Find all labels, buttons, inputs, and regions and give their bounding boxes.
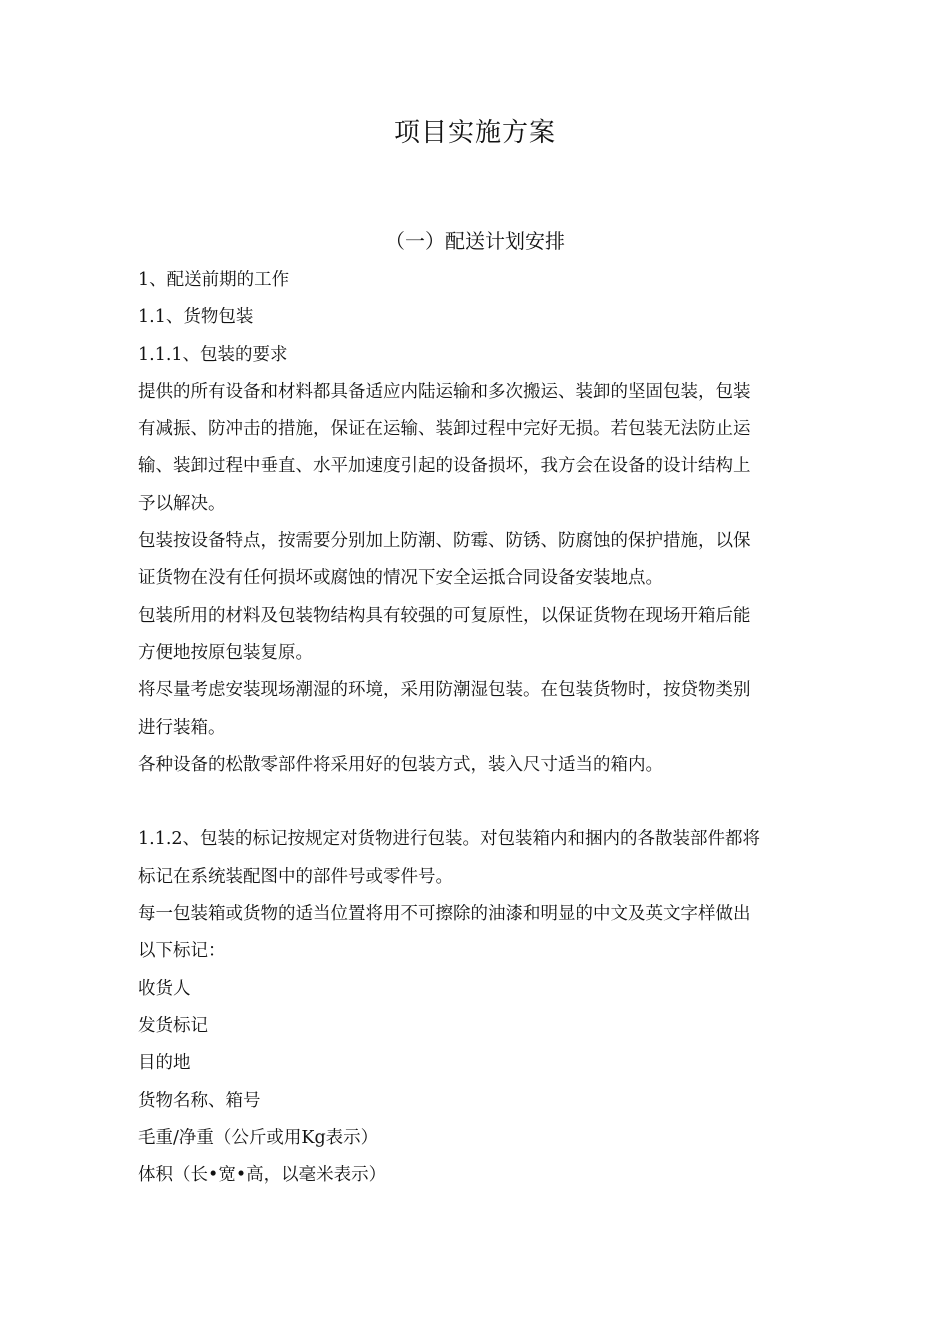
blank-line xyxy=(138,784,822,821)
document-title: 项目实施方案 xyxy=(393,118,556,148)
list-item: 目的地 xyxy=(138,1053,191,1074)
list-item: 体积（长•宽•高，以毫米表示） xyxy=(138,1165,387,1186)
paragraph-line: 方便地按原包装复原。 xyxy=(138,642,313,663)
section-heading: （一）配送计划安排 xyxy=(385,229,565,253)
paragraph-line: 标记在系统装配图中的部件号或零件号。 xyxy=(138,866,453,887)
paragraph-line: 包装按设备特点，按需要分别加上防潮、防霉、防锈、防腐蚀的保护措施，以保 xyxy=(138,531,751,552)
paragraph-line: 予以解决。 xyxy=(138,493,226,514)
list-item: 货物名称、箱号 xyxy=(138,1090,261,1111)
paragraph-line: 每一包装箱或货物的适当位置将用不可擦除的油漆和明显的中文及英文字样做出 xyxy=(138,904,751,925)
paragraph-line: 进行装箱。 xyxy=(138,717,226,738)
paragraph-line: 各种设备的松散零部件将采用好的包装方式，装入尺寸适当的箱内。 xyxy=(138,754,663,775)
list-item: 毛重/净重（公斤或用Kg表示） xyxy=(138,1127,379,1148)
paragraph-line: 将尽量考虑安装现场潮湿的环境，采用防潮湿包装。在包装货物时，按贷物类别 xyxy=(138,680,751,701)
heading-1: 1、配送前期的工作 xyxy=(138,270,290,290)
paragraph-line: 提供的所有设备和材料都具备适应内陆运输和多次搬运、装卸的坚固包装，包装 xyxy=(138,381,751,402)
paragraph-line: 包装所用的材料及包装物结构具有较强的可复原性，以保证货物在现场开箱后能 xyxy=(138,605,751,626)
heading-1-1-2-line: 1.1.2、包装的标记按规定对货物进行包装。对包装箱内和捆内的各散装部件都将 xyxy=(138,829,761,850)
list-item: 发货标记 xyxy=(138,1015,208,1036)
paragraph-line: 输、装卸过程中垂直、水平加速度引起的设备损坏，我方会在设备的设计结构上 xyxy=(138,456,751,477)
list-item: 收货人 xyxy=(138,978,191,999)
document-body xyxy=(138,262,822,1194)
paragraph-line: 以下标记： xyxy=(138,941,226,962)
paragraph-line: 有减振、防冲击的措施，保证在运输、装卸过程中完好无损。若包装无法防止运 xyxy=(138,419,751,440)
heading-1-1-1: 1.1.1、包装的要求 xyxy=(138,344,288,365)
heading-1-1: 1.1、货物包装 xyxy=(138,307,254,328)
paragraph-line: 证货物在没有任何损坏或腐蚀的情况下安全运抵合同设备安装地点。 xyxy=(138,568,663,589)
